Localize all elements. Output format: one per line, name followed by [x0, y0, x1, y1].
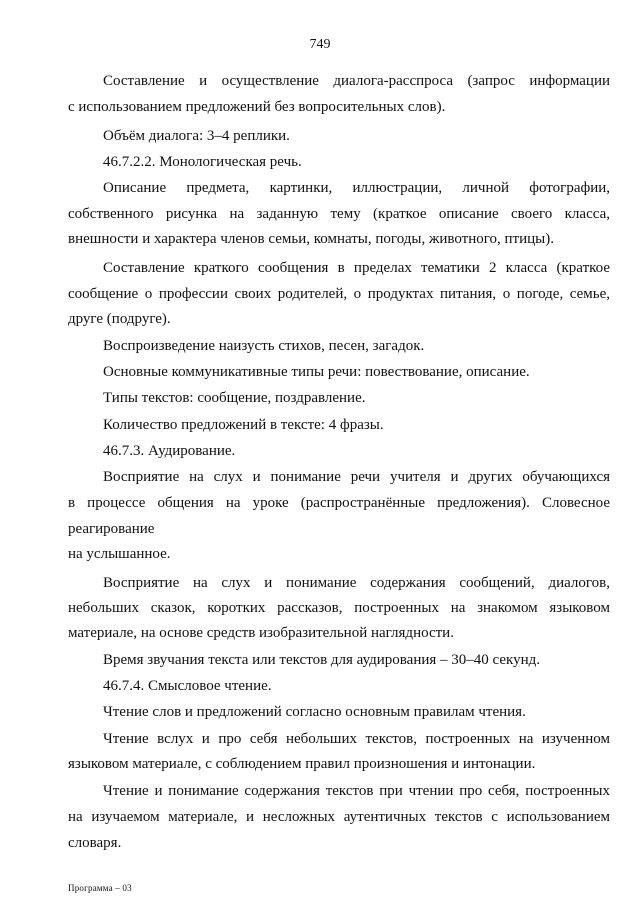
text-line: с использованием предложений без вопросительных слов).: [68, 99, 446, 115]
text-line: внешности и характера членов семьи, комнаты, погоды, животного, птицы).: [68, 231, 554, 247]
text-line: сообщение о профессии своих родителей, о продуктах питания, о погоде, семье,: [68, 286, 610, 302]
text-line: Описание предмета, картинки, иллюстрации, личной фотографии,: [103, 180, 610, 196]
text-line: словаря.: [68, 835, 122, 851]
section-heading: 46.7.4. Смысловое чтение.: [103, 678, 272, 694]
text-line: друге (подруге).: [68, 311, 171, 327]
text-line: реагирование: [68, 521, 155, 537]
text-line: Количество предложений в тексте: 4 фразы.: [103, 417, 384, 433]
text-line: Чтение вслух и про себя небольших текстов, построенных на изученном: [103, 731, 610, 747]
page-footer: Программа – 03: [68, 883, 132, 893]
page-number: 749: [309, 37, 331, 52]
text-line: Восприятие на слух и понимание речи учителя и других обучающихся: [103, 469, 610, 485]
text-line: Время звучания текста или текстов для аудирования – 30–40 секунд.: [103, 652, 541, 668]
text-line: Чтение и понимание содержания текстов при чтении про себя, построенных: [103, 783, 610, 799]
text-line: Чтение слов и предложений согласно основным правилам чтения.: [103, 704, 526, 720]
text-line: Составление краткого сообщения в пределах тематики 2 класса (краткое: [103, 260, 610, 276]
text-line: Объём диалога: 3–4 реплики.: [103, 128, 290, 144]
text-line: на услышанное.: [68, 546, 171, 562]
text-line: в процессе общения на уроке (распространённые предложения). Словесное: [68, 495, 610, 511]
text-line: Воспроизведение наизусть стихов, песен, загадок.: [103, 338, 425, 354]
text-line: небольших сказок, коротких рассказов, построенных на знакомом языковом: [68, 600, 610, 616]
text-line: Основные коммуникативные типы речи: повествование, описание.: [103, 364, 530, 380]
section-heading: 46.7.2.2. Монологическая речь.: [103, 154, 302, 170]
section-heading: 46.7.3. Аудирование.: [103, 443, 236, 459]
text-line: на изучаемом материале, и несложных аутентичных текстов с использованием: [68, 809, 610, 825]
text-line: Типы текстов: сообщение, поздравление.: [103, 390, 366, 406]
text-line: материале, на основе средств изобразительной наглядности.: [68, 625, 454, 641]
text-line: Составление и осуществление диалога-расспроса (запрос информации: [103, 73, 610, 89]
text-line: Восприятие на слух и понимание содержания сообщений, диалогов,: [103, 575, 610, 591]
text-line: собственного рисунка на заданную тему (краткое описание своего класса,: [68, 206, 610, 222]
text-line: языковом материале, с соблюдением правил произношения и интонации.: [68, 756, 536, 772]
